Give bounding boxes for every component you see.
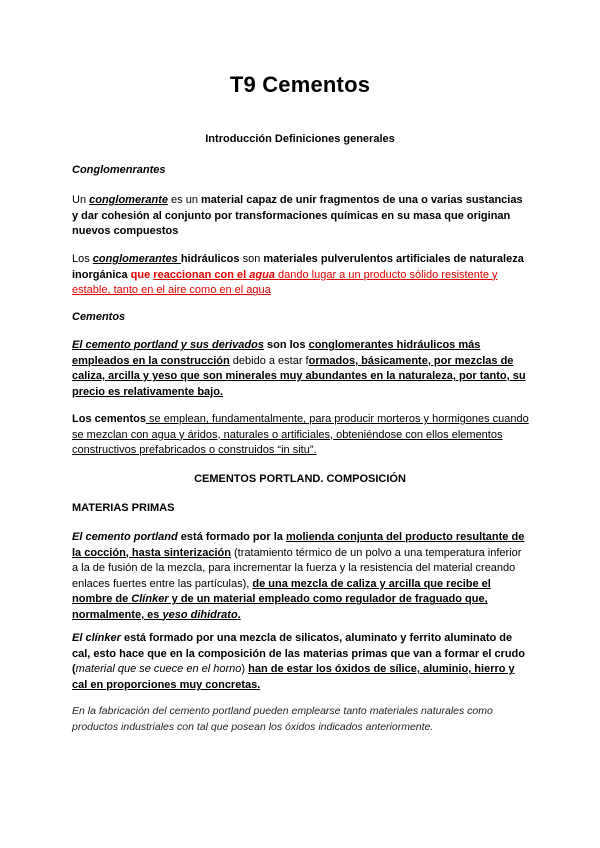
paragraph-cemento-portland-derivados: El cemento portland y sus derivados son los conglomerantes hidráulicos más empleados en la construcción debido a estar formados, básicamente, por mezclas de caliza, arcilla y yeso que son minerales muy abundantes en la naturaleza, por tanto, su precio es relativamente bajo.	[72, 339, 526, 398]
paragraph-conglomerante-definition: Un conglomerante es un material capaz de unir fragmentos de una o varias sustancias y dar cohesión al conjunto por transformaciones químicas en su masa que originan nuevos compuestos	[72, 194, 523, 238]
paragraph-cemento-portland-composicion: El cemento portland está formado por la molienda conjunta del producto resultante de la cocción, hasta sinterización (tratamiento térmico de un polvo a una temperatura inferior a la de fusión de la mezcla, para incrementar la fuerza y la resistencia del material creando enlaces fuertes entre las partículas), de una mezcla de caliza y arcilla que recibe el nombre de Clínker y de un material empleado como regulador de fraguado que, normalmente, es yeso dihidrato.	[72, 531, 525, 621]
paragraph-conglomerantes-hidraulicos: Los conglomerantes hidráulicos son materiales pulverulentos artificiales de naturaleza inorgánica que reaccionan con el agua dando lugar a un producto sólido resistente y estable, tanto en el aire como en el agua	[72, 253, 524, 297]
paragraph-clinker: El clínker está formado por una mezcla de silicatos, aluminato y ferrito aluminato de cal, esto hace que en la composición de las materias primas que van a formar el crudo (material que se cuece en el horno) han de estar los óxidos de sílice, aluminio, hierro y cal en proporciones muy concretas.	[72, 632, 525, 691]
page-title: T9 Cementos	[229, 72, 371, 97]
section-heading-cementos: Cementos	[72, 311, 126, 323]
subheading-materias-primas: MATERIAS PRIMAS	[72, 502, 175, 514]
paragraph-fabricacion-note: En la fabricación del cemento portland pueden emplearse tanto materiales naturales como productos industriales con tal que posean los óxidos indicados anteriormente.	[72, 705, 493, 733]
paragraph-usos-cementos: Los cementos se emplean, fundamentalmente, para producir morteros y hormigones cuando se mezclan con agua y áridos, naturales o artificiales, obteniéndose con ellos elementos constructivos prefabricados o construidos “in situ”.	[72, 413, 529, 457]
section-heading-cementos-portland: CEMENTOS PORTLAND. COMPOSICIÓN	[194, 473, 406, 485]
page-subtitle: Introducción Definiciones generales	[205, 133, 395, 145]
section-heading-conglomerantes: Conglomenrantes	[72, 164, 166, 176]
